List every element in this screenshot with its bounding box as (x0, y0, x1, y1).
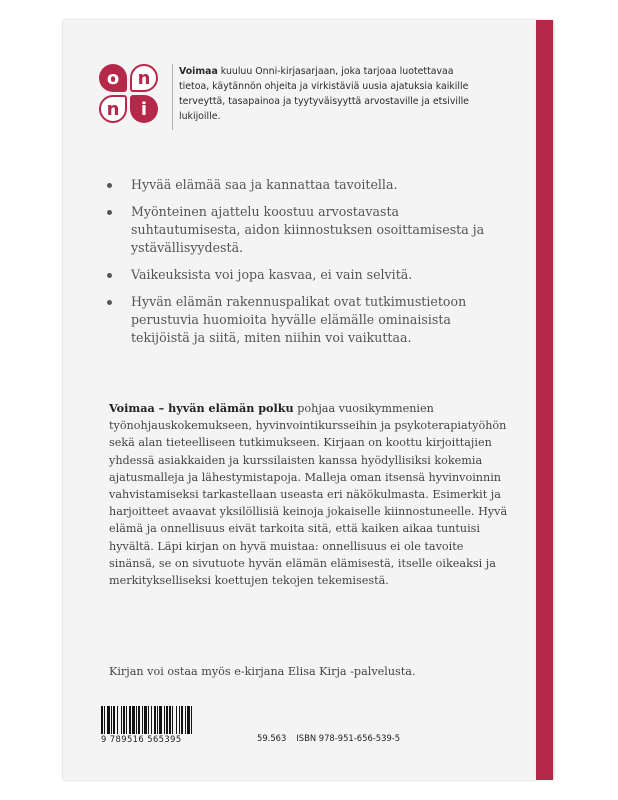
book-description (109, 400, 509, 589)
logo-divider (172, 64, 173, 130)
key-point: Hyvän elämän rakennuspalikat ovat tutkimustietoon perustuvia huomioita hyvälle elämälle ominaisista tekijöistä ja siitä, miten niihin voi vaikuttaa. (100, 293, 510, 347)
key-point: Vaikeuksista voi jopa kasvaa, ei vain selvitä. (100, 266, 510, 284)
book-title: Voimaa – hyvän elämän polku (109, 401, 294, 415)
class-code: 59.563 (257, 733, 287, 743)
isbn: ISBN 978-951-656-539-5 (296, 733, 401, 743)
isbn-line (257, 733, 410, 743)
series-name: Voimaa (179, 66, 218, 77)
logo-letter-n: n (130, 64, 158, 92)
barcode-bars (99, 706, 229, 736)
series-description (179, 64, 479, 124)
logo-letter-i: i (130, 95, 158, 123)
book-spine (536, 20, 553, 780)
onni-logo (99, 64, 159, 126)
description-text: pohjaa vuosikymmenien työnohjauskokemukseen, hyvinvointikursseihin ja psykoterapiatyöhön sekä alan tieteelliseen tutkimukseen. Kirjaan on koottu kirjoittajien yhdessä asiakkaiden ja kurssilaisten kanssa hyödyllisiksi kokemia ajatusmalleja ja lähestymistapoja. Malleja oman itsensä hyvinvoinnin vahvistamiseksi tarkastellaan useasta eri näkökulmasta. Esimerkit ja harjoitteet avaavat yksilöllisiä keinoja jokaiselle kiinnostuneelle. Hyvä elämä ja onnellisuus eivät tarkoita sitä, että kaiken aikaa tuntuisi hyvältä. Läpi kirjan on hyvä muistaa: onnellisuus ei ole tavoite sinänsä, se on sivutuote hyvän elämän elämisestä, itselle oikeaksi ja merkitykselliseksi koettujen tekojen tekemisestä. (109, 402, 508, 588)
logo-letter-n: n (99, 95, 127, 123)
series-text: kuuluu Onni-kirjasarjaan, joka tarjoaa luotettavaa tietoa, käytännön ohjeita ja virkistäviä uusia ajatuksia kaikille terveyttä, tasapainoa ja tyytyväisyyttä arvostaville ja etsiville lukijoille. (179, 66, 469, 122)
logo-letter-o: o (99, 64, 127, 92)
key-point: Hyvää elämää saa ja kannattaa tavoitella. (100, 176, 510, 194)
barcode-number: 9 789516 565395 (99, 734, 227, 744)
ebook-note: Kirjan voi ostaa myös e-kirjana Elisa Kirja -palvelusta. (109, 665, 416, 678)
key-point: Myönteinen ajattelu koostuu arvostavasta suhtautumisesta, aidon kiinnostuksen osoittamisesta ja ystävällisyydestä. (100, 203, 510, 257)
key-points-list (100, 176, 510, 356)
